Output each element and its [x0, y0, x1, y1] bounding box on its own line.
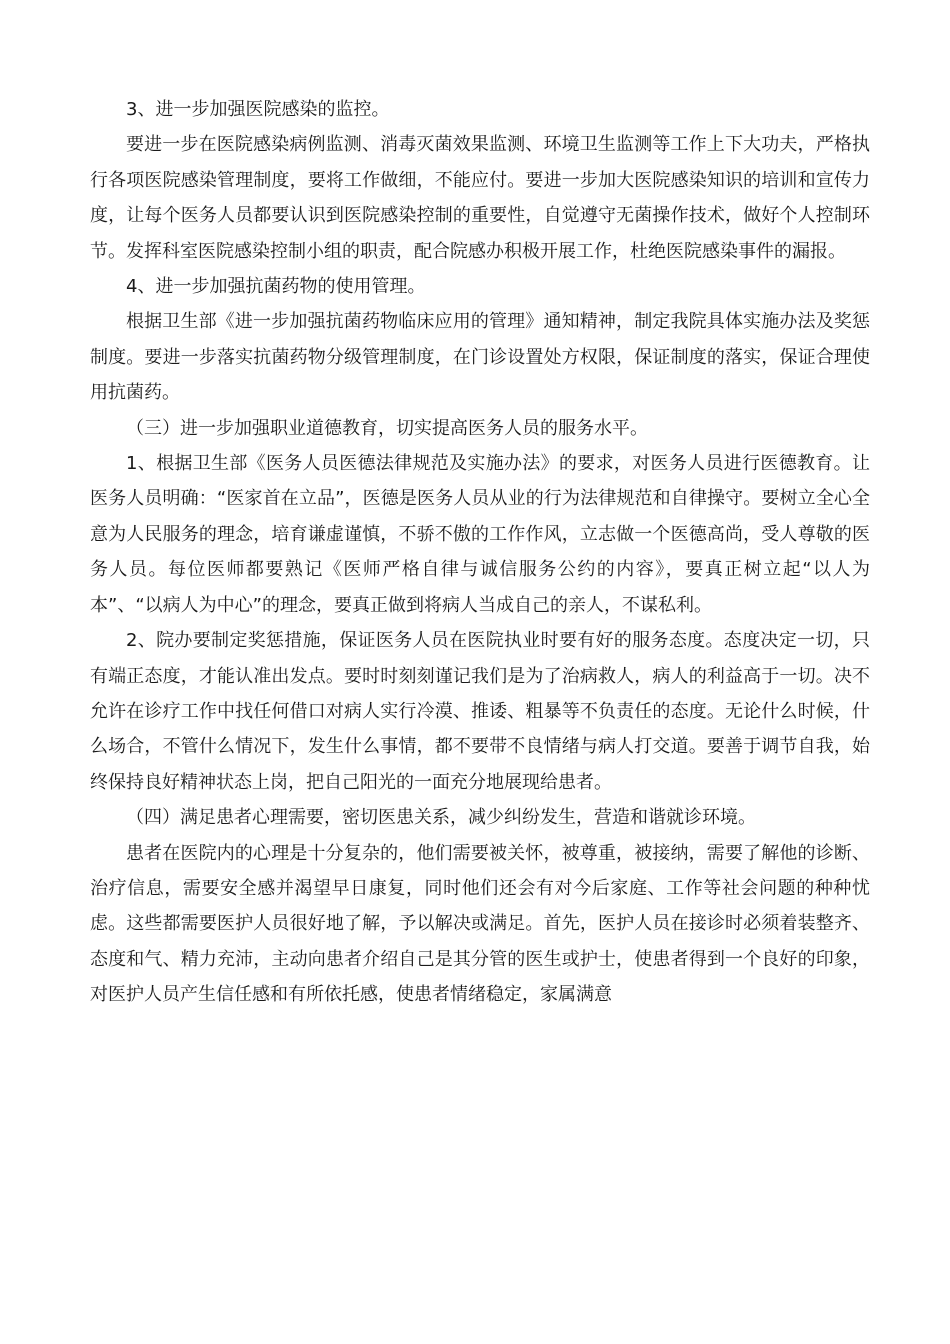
paragraph-service-attitude: 2、院办要制定奖惩措施，保证医务人员在医院执业时要有好的服务态度。态度决定一切，只有端正态度，才能认准出发点。要时时刻刻谨记我们是为了治病救人，病人的利益高于一切。决不允许在诊疗工作中找任何借口对病人实行冷漠、推诿、粗暴等不负责任的态度。无论什么时候，什么场合，不管什么情况下，发生什么事情，都不要带不良情绪与病人打交道。要善于调节自我，始终保持良好精神状态上岗，把自己阳光的一面充分地展现给患者。: [90, 630, 870, 793]
section-heading-part-3: （三）进一步加强职业道德教育，切实提高医务人员的服务水平。: [126, 417, 648, 439]
document-body: [90, 92, 870, 1013]
paragraph-ethics-education: 1、根据卫生部《医务人员医德法律规范及实施办法》的要求，对医务人员进行医德教育。让医务人员明确：“医家首在立品”，医德是医务人员从业的行为法律规范和自律操守。要树立全心全意为人民服务的理念，培育谦虚谨慎，不骄不傲的工作作风，立志做一个医德高尚，受人尊敬的医务人员。每位医师都要熟记《医师严格自律与诚信服务公约的内容》，要真正树立起“以人为本”、“以病人为中心”的理念，要真正做到将病人当成自己的亲人，不谋私利。: [90, 453, 870, 616]
paragraph-infection-monitoring: 要进一步在医院感染病例监测、消毒灭菌效果监测、环境卫生监测等工作上下大功夫，严格执行各项医院感染管理制度，要将工作做细，不能应付。要进一步加大医院感染知识的培训和宣传力度，让每个医务人员都要认识到医院感染控制的重要性，自觉遵守无菌操作技术，做好个人控制环节。发挥科室医院感染控制小组的职责，配合院感办积极开展工作，杜绝医院感染事件的漏报。: [90, 134, 870, 262]
paragraph-antibiotic-management: 根据卫生部《进一步加强抗菌药物临床应用的管理》通知精神，制定我院具体实施办法及奖惩制度。要进一步落实抗菌药物分级管理制度，在门诊设置处方权限，保证制度的落实，保证合理使用抗菌药。: [90, 311, 870, 404]
paragraph-patient-psychology: 患者在医院内的心理是十分复杂的，他们需要被关怀，被尊重，被接纳，需要了解他的诊断、治疗信息，需要安全感并渴望早日康复，同时他们还会有对今后家庭、工作等社会问题的种种忧虑。这些都需要医护人员很好地了解，予以解决或满足。首先，医护人员在接诊时必须着装整齐、态度和气、精力充沛，主动向患者介绍自己是其分管的医生或护士，使患者得到一个良好的印象，对医护人员产生信任感和有所依托感，使患者情绪稳定，家属满意: [90, 842, 870, 1006]
section-heading-part-4: （四）满足患者心理需要，密切医患关系，减少纠纷发生，营造和谐就诊环境。: [126, 807, 756, 829]
section-heading-3: 3、进一步加强医院感染的监控。: [126, 99, 390, 120]
section-heading-4: 4、进一步加强抗菌药物的使用管理。: [126, 276, 426, 298]
